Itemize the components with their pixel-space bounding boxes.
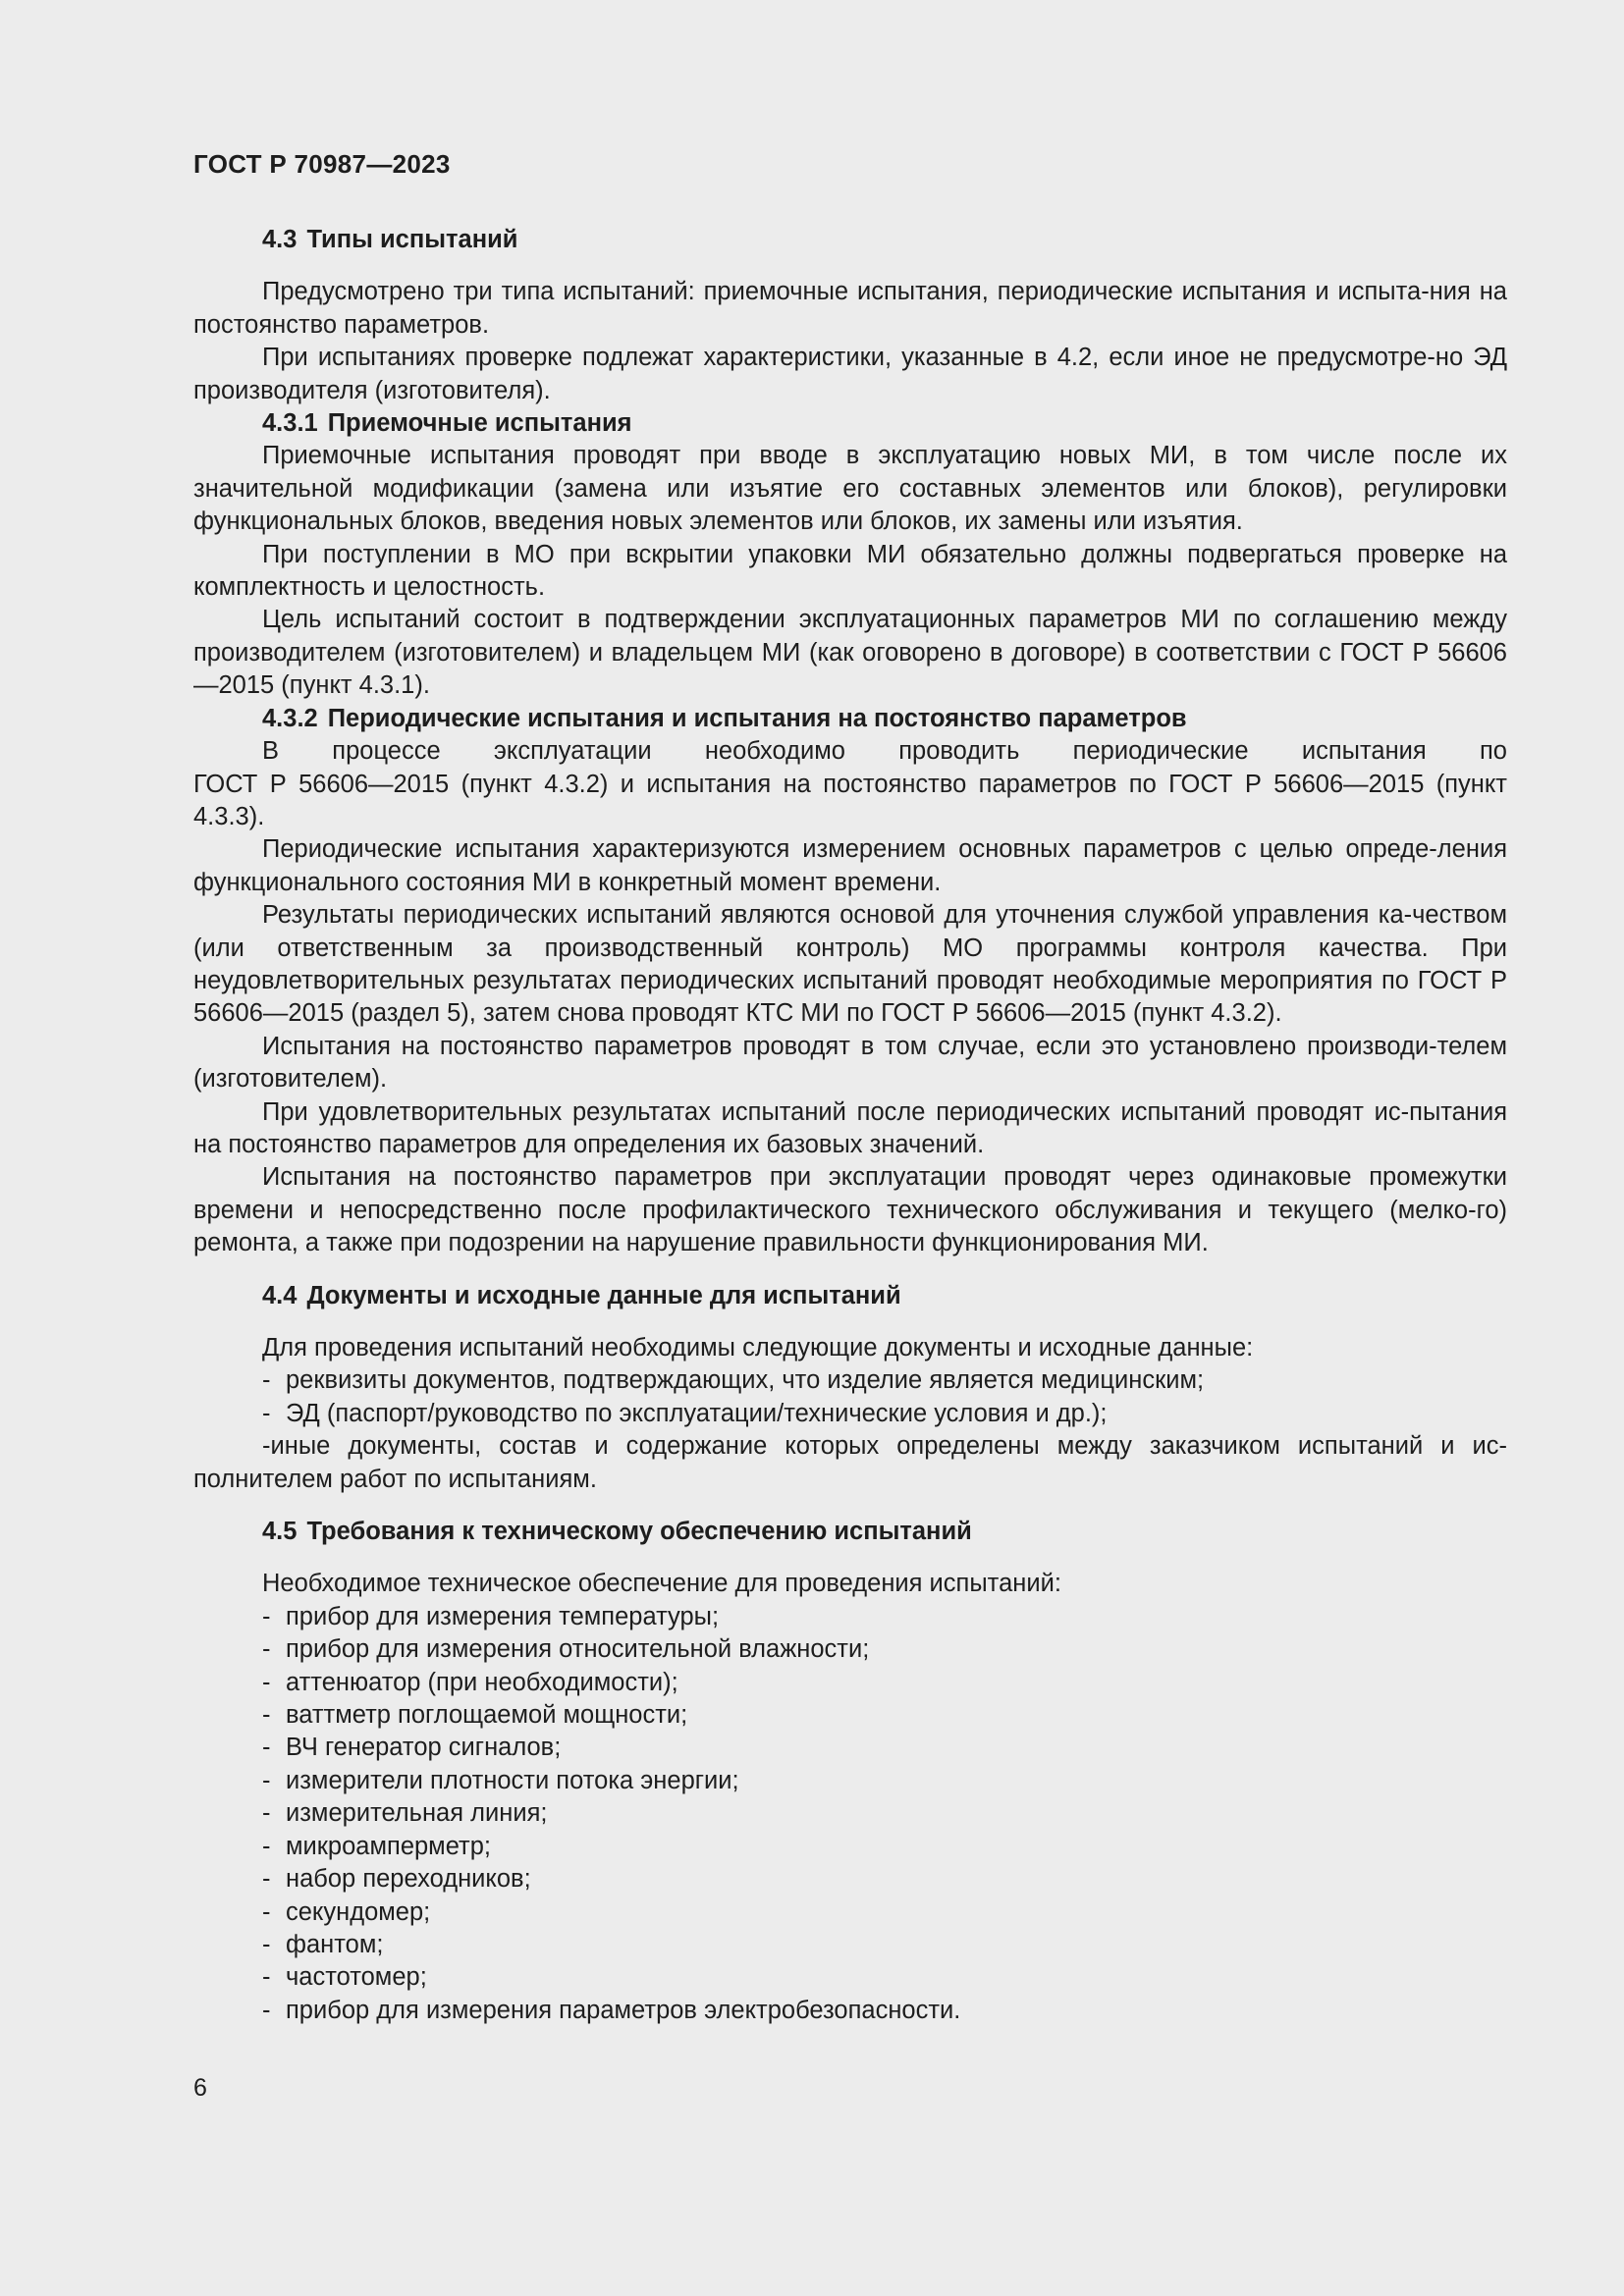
- paragraph: При испытаниях проверке подлежат характеристики, указанные в 4.2, если иное не предусмотре-но ЭД производителя (изготовителя).: [193, 344, 1507, 404]
- list-item-wrapped: -иные документы, состав и содержание которых определены между заказчиком испытаний и ис-полнителем работ по испытаниям.: [193, 1432, 1507, 1493]
- list-dash: -: [262, 1963, 271, 1992]
- list-item: - микроамперметр;: [193, 1831, 1507, 1863]
- section-title: Типы испытаний: [306, 226, 518, 253]
- section-title: Требования к техническому обеспечению испытаний: [306, 1518, 972, 1546]
- list-item: - частотомер;: [193, 1961, 1507, 1994]
- list-intro: Необходимое техническое обеспечение для проведения испытаний:: [262, 1570, 1061, 1598]
- section-heading-4-3-2: [193, 703, 1507, 735]
- list-dash: -: [262, 1432, 271, 1461]
- section-number: 4.3.1: [262, 409, 318, 438]
- paragraph: Результаты периодических испытаний являются основой для уточнения службой управления ка-чеством (или ответственным за производственный контроль) МО программы контроля качества. При неудовлетворительных результатах периодических испытаний проводят необходимые мероприятия по ГОСТ Р 56606—2015 (раздел 5), затем снова проводят КТС МИ по ГОСТ Р 56606—2015 (пункт 4.3.2).: [193, 901, 1507, 1028]
- list-item: - реквизиты документов, подтверждающих, что изделие является медицинским;: [193, 1364, 1507, 1397]
- paragraph-first-line: В процессе эксплуатации необходимо проводить периодические испытания по: [262, 737, 1507, 766]
- paragraph: Приемочные испытания проводят при вводе в эксплуатацию новых МИ, в том числе после их значительной модификации (замена или изъятие его составных элементов или блоков), регулировки функциональных блоков, введения новых элементов или блоков, их замены или изъятия.: [193, 442, 1507, 536]
- list-dash: -: [262, 1897, 271, 1926]
- list-item: - измерительная линия;: [193, 1797, 1507, 1830]
- paragraph: Предусмотрено три типа испытаний: приемочные испытания, периодические испытания и испыта-ния на постоянство параметров.: [193, 278, 1507, 339]
- section-title: Документы и исходные данные для испытаний: [306, 1281, 901, 1309]
- paragraph: При поступлении в МО при вскрытии упаковки МИ обязательно должны подвергаться проверке на комплектность и целостность.: [193, 540, 1507, 602]
- list-item: - аттенюатор (при необходимости);: [193, 1667, 1507, 1699]
- list-dash: -: [262, 1799, 271, 1828]
- paragraph: Цель испытаний состоит в подтверждении эксплуатационных параметров МИ по соглашению между производителем (изготовителем) и владельцем МИ (как оговорено в договоре) в соответствии с ГОСТ Р 56606—2015 (пункт 4.3.1).: [193, 606, 1507, 700]
- section-heading-4-3: [193, 224, 1507, 256]
- section-heading-4-5: [193, 1516, 1507, 1548]
- list-item: - прибор для измерения температуры;: [193, 1601, 1507, 1633]
- section-number: 4.3.2: [262, 704, 318, 732]
- list-item: - ЭД (паспорт/руководство по эксплуатации/технические условия и др.);: [193, 1398, 1507, 1430]
- paragraph: Испытания на постоянство параметров при эксплуатации проводят через одинаковые промежутки времени и непосредственно после профилактического технического обслуживания и текущего (мелко-го) ремонта, а также при подозрении на нарушение правильности функционирования МИ.: [193, 1163, 1507, 1257]
- list-item: - прибор для измерения параметров электробезопасности.: [193, 1995, 1507, 2027]
- paragraph: При удовлетворительных результатах испытаний после периодических испытаний проводят ис-пытания на постоянство параметров для определения их базовых значений.: [193, 1097, 1507, 1158]
- list-dash: -: [262, 1366, 271, 1395]
- list-intro: Для проведения испытаний необходимы следующие документы и исходные данные:: [262, 1334, 1254, 1362]
- list-dash: -: [262, 1399, 271, 1427]
- list-item: - измерители плотности потока энергии;: [193, 1765, 1507, 1797]
- list-dash: -: [262, 1996, 271, 2024]
- page-content: [193, 224, 1507, 2027]
- list-item: - ваттметр поглощаемой мощности;: [193, 1699, 1507, 1732]
- list-item: - фантом;: [193, 1929, 1507, 1961]
- list-item: - ВЧ генератор сигналов;: [193, 1732, 1507, 1764]
- list-item: - секундомер;: [193, 1896, 1507, 1929]
- list-dash: -: [262, 1832, 271, 1860]
- list-dash: -: [262, 1701, 271, 1730]
- list-item: - набор переходников;: [193, 1863, 1507, 1896]
- section-number: 4.5: [262, 1518, 298, 1546]
- paragraph: Периодические испытания характеризуются измерением основных параметров с целью опреде-ления функционального состояния МИ в конкретный момент времени.: [193, 835, 1507, 896]
- list-dash: -: [262, 1602, 271, 1630]
- section-heading-4-3-1: [193, 407, 1507, 440]
- paragraph-continuation: ГОСТ Р 56606—2015 (пункт 4.3.2) и испытания на постоянство параметров по ГОСТ Р 56606—2015 (пункт 4.3.3).: [193, 770, 1507, 830]
- list-item: - прибор для измерения относительной влажности;: [193, 1633, 1507, 1666]
- section-number: 4.3: [262, 226, 298, 253]
- list-dash: -: [262, 1865, 271, 1894]
- list-dash: -: [262, 1668, 271, 1696]
- list-dash: -: [262, 1635, 271, 1664]
- list-dash: -: [262, 1930, 271, 1958]
- paragraph: Испытания на постоянство параметров проводят в том случае, если это установлено производи-телем (изготовителем).: [193, 1032, 1507, 1094]
- section-heading-4-4: [193, 1280, 1507, 1312]
- document-code: ГОСТ Р 70987—2023: [193, 149, 451, 179]
- section-title: Приемочные испытания: [327, 409, 632, 438]
- page-number: 6: [193, 2074, 207, 2102]
- list-dash: -: [262, 1766, 271, 1794]
- section-title: Периодические испытания и испытания на постоянство параметров: [327, 704, 1187, 732]
- section-number: 4.4: [262, 1281, 298, 1309]
- list-dash: -: [262, 1734, 271, 1762]
